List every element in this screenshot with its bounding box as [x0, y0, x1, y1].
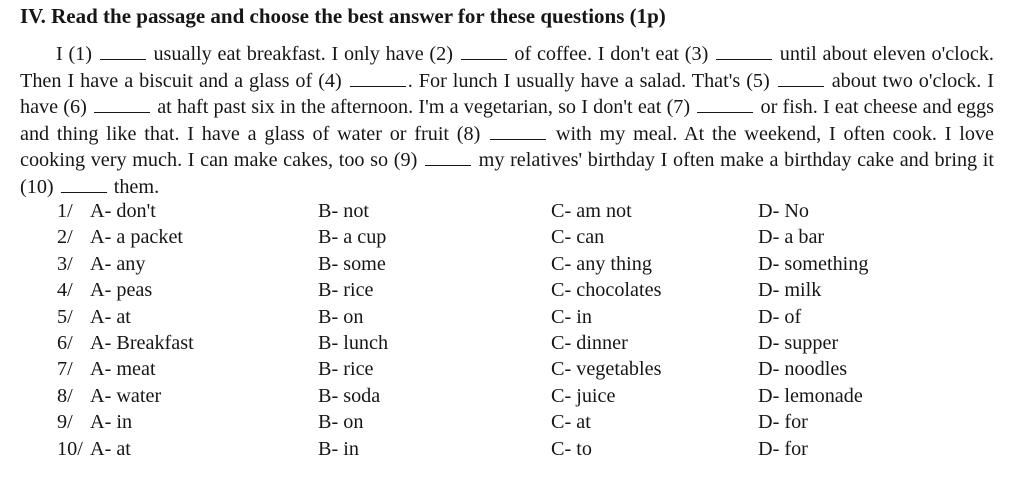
question-number: 8/ — [57, 384, 73, 407]
question-number: 3/ — [57, 252, 73, 275]
option-c: C- to — [551, 437, 592, 460]
reading-passage — [20, 41, 994, 201]
option-c: C- vegetables — [551, 358, 662, 381]
option-a: A- in — [90, 411, 133, 434]
answer-blank — [461, 45, 507, 60]
answer-blank — [61, 178, 107, 193]
answer-blank — [100, 45, 146, 60]
question-number: 6/ — [57, 331, 73, 354]
exercise-heading: IV. Read the passage and choose the best answer for these questions (1p) — [20, 4, 666, 28]
passage-text — [20, 41, 994, 201]
answer-blank — [697, 98, 753, 113]
question-row — [0, 306, 1024, 332]
question-row — [0, 253, 1024, 279]
option-b: B- lunch — [318, 331, 389, 354]
option-b: B- some — [318, 252, 386, 275]
option-b: B- in — [318, 437, 359, 460]
passage-segment: of coffee. I don't eat (3) — [508, 43, 715, 65]
question-row — [0, 226, 1024, 252]
option-c: C- chocolates — [551, 279, 662, 302]
option-c: C- at — [551, 411, 591, 434]
question-number: 4/ — [57, 279, 73, 302]
passage-segment: my relatives' birthday I often make a birthday cake and bring it (10) — [20, 149, 995, 198]
option-d: D- noodles — [758, 358, 848, 381]
answer-blank — [716, 45, 772, 60]
passage-segment: . For lunch I usually have a salad. That's (5) — [407, 69, 776, 92]
question-row — [0, 411, 1024, 437]
question-row — [0, 438, 1024, 464]
passage-segment: at haft past six in the afternoon. I'm a vegetarian, so I don't eat (7) — [152, 96, 696, 119]
option-a: A- Breakfast — [90, 331, 194, 354]
option-d: D- for — [758, 411, 808, 434]
question-row — [0, 358, 1024, 384]
option-d: D- lemonade — [758, 384, 863, 407]
question-number: 7/ — [57, 358, 73, 381]
option-a: A- water — [90, 384, 162, 407]
option-b: B- a cup — [318, 226, 387, 249]
answer-blank — [778, 72, 824, 87]
question-row — [0, 279, 1024, 305]
passage-segment: I (1) — [56, 43, 98, 65]
question-number: 9/ — [57, 411, 73, 434]
question-row — [0, 385, 1024, 411]
option-a: A- at — [90, 437, 131, 460]
option-a: A- peas — [90, 279, 153, 302]
option-c: C- in — [551, 305, 592, 328]
answer-blank — [350, 72, 406, 87]
question-number: 1/ — [57, 200, 73, 222]
question-row — [0, 200, 1024, 226]
option-a: A- at — [90, 305, 131, 328]
option-b: B- rice — [318, 279, 374, 302]
option-b: B- soda — [318, 384, 381, 407]
option-c: C- am not — [551, 200, 632, 222]
answer-options — [0, 200, 1024, 464]
passage-segment: or fish. I eat cheese and eggs and thing like that. I have a glass of water or fruit (8) — [20, 96, 994, 145]
passage-segment: them. — [108, 175, 160, 198]
option-d: D- No — [758, 200, 810, 222]
option-d: D- for — [758, 437, 808, 460]
passage-segment: about two o'clock. I have (6) — [20, 69, 994, 119]
passage-segment: with my meal. At the weekend, I often cook. I love cooking very much. I can make cakes, too so (9) — [20, 122, 994, 172]
option-d: D- milk — [758, 279, 822, 302]
option-b: B- on — [318, 411, 364, 434]
answer-blank — [425, 151, 471, 166]
option-a: A- don't — [90, 200, 156, 222]
answer-blank — [490, 125, 546, 140]
passage-segment: until about eleven o'clock. Then I have a biscuit and a glass of (4) — [20, 43, 994, 92]
passage-segment: usually eat breakfast. I only have (2) — [147, 43, 459, 65]
question-row — [0, 332, 1024, 358]
option-b: B- on — [318, 305, 364, 328]
option-c: C- can — [551, 226, 605, 249]
option-d: D- something — [758, 252, 869, 275]
answer-blank — [94, 98, 150, 113]
option-d: D- of — [758, 305, 802, 328]
option-b: B- rice — [318, 358, 374, 381]
option-c: C- juice — [551, 384, 616, 407]
option-d: D- a bar — [758, 226, 825, 249]
question-number: 10/ — [57, 437, 83, 460]
option-a: A- a packet — [90, 226, 184, 249]
option-d: D- supper — [758, 331, 839, 354]
question-number: 5/ — [57, 305, 73, 328]
option-a: A- any — [90, 252, 146, 275]
option-a: A- meat — [90, 358, 156, 381]
option-b: B- not — [318, 200, 370, 222]
option-c: C- dinner — [551, 331, 628, 354]
option-c: C- any thing — [551, 252, 652, 275]
question-number: 2/ — [57, 226, 73, 249]
